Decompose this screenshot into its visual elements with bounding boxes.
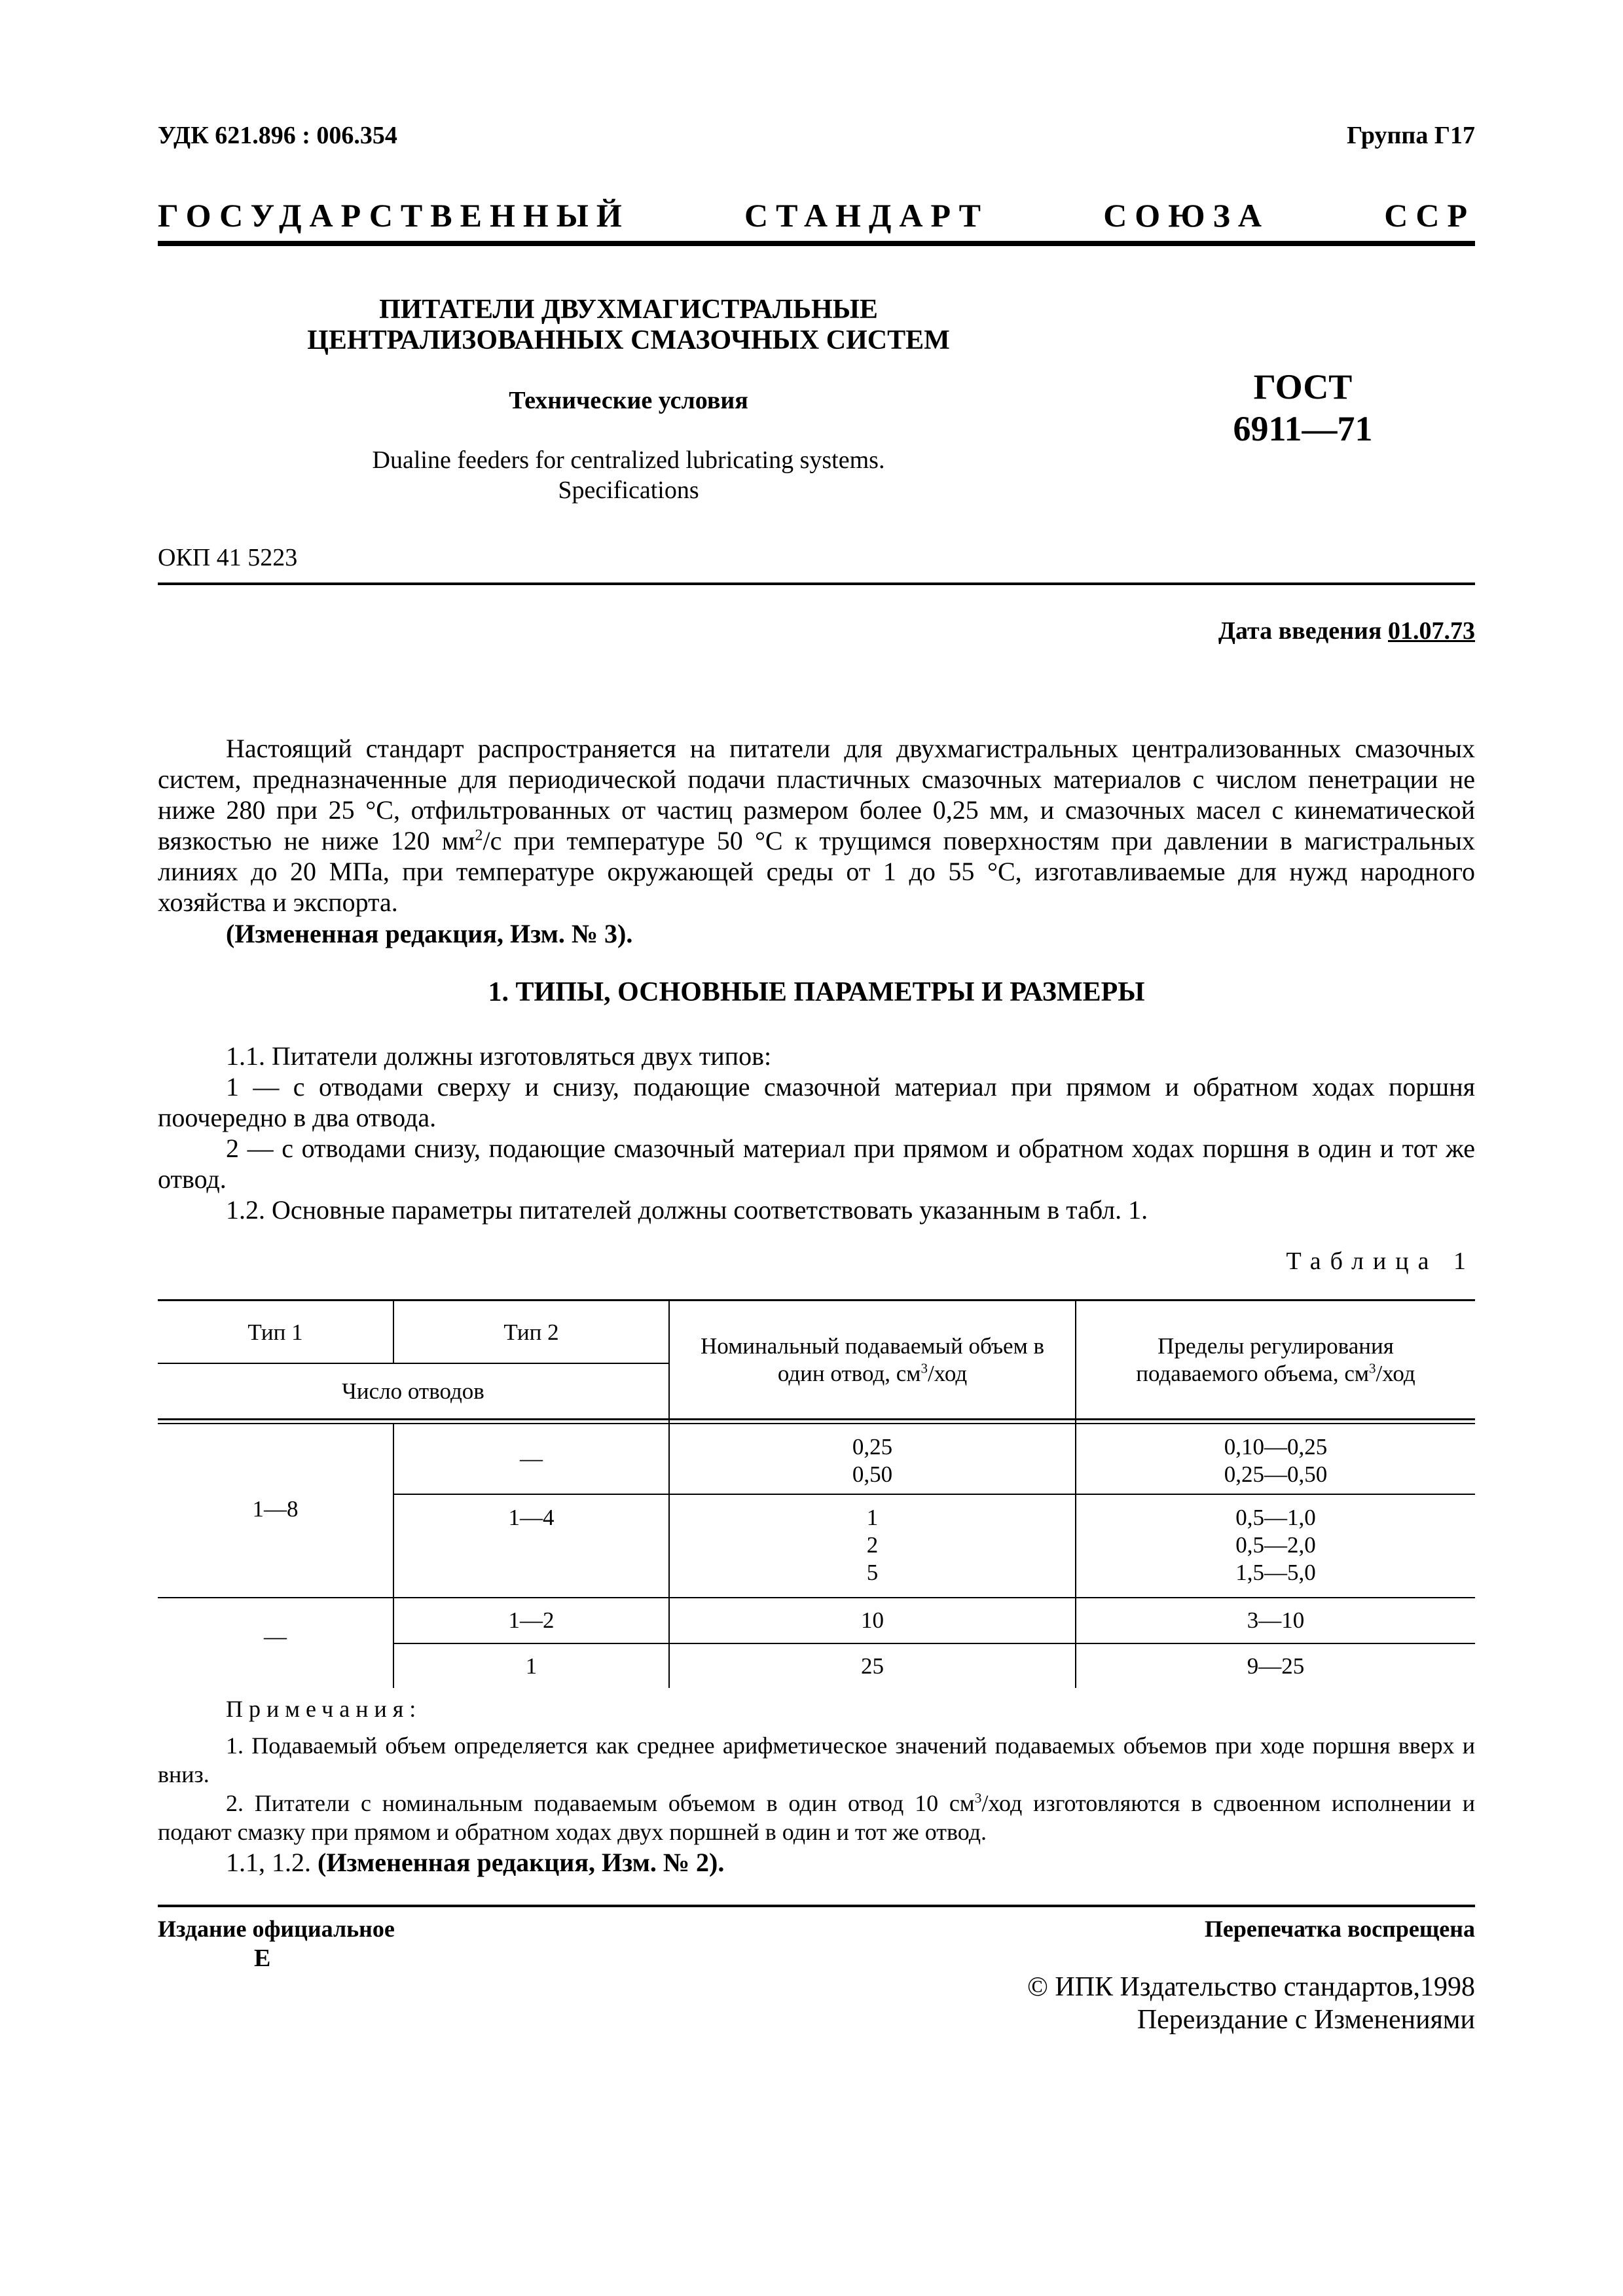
note-1 (158, 1731, 1475, 1789)
row3-limits: 3—10 (1247, 1607, 1305, 1633)
row3-type2: 1—2 (508, 1607, 555, 1633)
section-p4 (158, 1194, 1475, 1225)
table-head-rule-2 (158, 1423, 1475, 1424)
doc-subtitle: Технические условия (509, 387, 748, 414)
section-p2-text: 1 — с отводами сверху и снизу, подающие смазочной материал при прямом и обратном ходах поршня поочередно в два отвода. (158, 1072, 1475, 1132)
section-p3 (158, 1133, 1475, 1194)
amendment-2-text: (Измененная редакция, Изм. № 2). (318, 1848, 725, 1877)
english-title-1: Dualine feeders for centralized lubricating systems. (372, 446, 885, 474)
no-reprint: Перепечатка воспрещена (1204, 1916, 1475, 1942)
table-top-rule (158, 1299, 1475, 1301)
intro-text-b: /с при температуре 50 °С к трущимся поверхностям при давлении в магистральных линиях до 20 МПа, при температуре окружающей среды от 1 до 55 °С, изготавливаемые для нужд народного хозяйства и экспорта. (158, 826, 1475, 917)
header-limits-line2: подаваемого объема, $см^3$/ход (1136, 1360, 1415, 1386)
official-edition: Издание официальное (158, 1916, 395, 1942)
row1-type2: — (520, 1446, 543, 1471)
type1-none: — (264, 1624, 287, 1649)
edition-letter: Е (254, 1945, 271, 1972)
section-p3-text: 2 — с отводами снизу, подающие смазочный материал при прямом и обратном ходах поршня в один и тот же отвод. (158, 1134, 1475, 1194)
header-volume-line1: Номинальный подаваемый объем в (700, 1333, 1045, 1359)
amendment-2-ref: 1.1, 1.2. (226, 1848, 311, 1877)
notes-title: Примечания: (226, 1696, 422, 1722)
footer-rule (158, 1905, 1475, 1907)
row2-volume-3: 5 (866, 1560, 879, 1585)
row1-limits (1076, 1433, 1475, 1488)
table-caption: Таблица 1 (1286, 1247, 1475, 1275)
section-p1-text: 1.1. Питатели должны изготовляться двух типов: (226, 1041, 772, 1071)
row2-limits-1: 0,5—1,0 (1235, 1505, 1316, 1530)
row2-limits-3: 1,5—5,0 (1235, 1560, 1316, 1585)
row1-volume (670, 1433, 1075, 1488)
table-group-rule (158, 1597, 1475, 1598)
note-2-text-a: 2. Питатели с номинальным подаваемым объемом в один отвод 10 см (226, 1790, 975, 1816)
title-rule (158, 583, 1475, 585)
header-volume-line2: один отвод, $см^3$/ход (777, 1360, 968, 1386)
row1-limits-2: 0,25—0,50 (1224, 1462, 1328, 1487)
row1-volume-1: 0,25 (852, 1434, 893, 1460)
gost-number: 6911—71 (1233, 409, 1373, 448)
table-type-rule (158, 1363, 668, 1364)
copyright: © ИПК Издательство стандартов,1998 (1027, 1972, 1475, 2002)
standard-banner: ГОСУДАРСТВЕННЫЙ СТАНДАРТ СОЮЗА ССР (158, 197, 1475, 234)
table-head-rule (158, 1418, 1475, 1420)
intro-text-a: Настоящий стандарт распространяется на питатели для двухмагистральных централизованных смазочных систем, предназначенные для периодической подачи пластичных смазочных материалов с числом пенетрации не ниже 280 при 25 °С, отфильтрованных от частиц размером более 0,25 мм, и смазочных масел с кинематической вязкостью не ниже 120 мм (158, 734, 1475, 855)
note-1-text: 1. Подаваемый объем определяется как среднее арифметическое значений подаваемых объемов при ходе поршня вверх и вниз. (158, 1732, 1475, 1787)
doc-title-line2: ЦЕНТРАЛИЗОВАННЫХ СМАЗОЧНЫХ СИСТЕМ (307, 325, 950, 355)
row4-volume: 25 (861, 1653, 884, 1679)
english-title-2: Specifications (558, 476, 699, 504)
header-type1: Тип 1 (247, 1319, 303, 1345)
note-2-text-b: /ход изготовляются в сдвоенном исполнении и подают смазку при прямом и обратном ходах двух поршней в один и тот же отвод. (158, 1790, 1475, 1845)
intro-date-value: 01.07.73 (1388, 617, 1475, 645)
row2-limits (1076, 1504, 1475, 1587)
row4-type2: 1 (525, 1653, 538, 1679)
row1-limits-1: 0,10—0,25 (1224, 1434, 1328, 1460)
type1-range: 1—8 (252, 1496, 299, 1522)
gost-label: ГОСТ (1253, 367, 1353, 406)
header-type2: Тип 2 (503, 1319, 559, 1345)
doc-title-line1: ПИТАТЕЛИ ДВУХМАГИСТРАЛЬНЫЕ (379, 295, 878, 325)
table-row3-rule (393, 1643, 1475, 1644)
intro-amendment: (Измененная редакция, Изм. № 3). (226, 919, 633, 948)
group-code: Группа Г17 (1347, 122, 1475, 149)
table-row1-rule (393, 1494, 1475, 1495)
introduction-date (982, 617, 1475, 645)
row2-volume (670, 1504, 1075, 1587)
row3-volume: 10 (861, 1607, 884, 1633)
udk-code: УДК 621.896 : 006.354 (158, 122, 397, 149)
note-2 (158, 1789, 1475, 1846)
intro-sup: 2 (475, 827, 483, 844)
banner-rule (158, 241, 1475, 246)
intro-paragraph (158, 733, 1475, 918)
note-2-sup: 3 (974, 1790, 982, 1806)
row2-volume-1: 1 (866, 1505, 879, 1530)
header-outlets: Число отводов (342, 1378, 484, 1404)
amendment-2 (226, 1847, 724, 1878)
okp-code: ОКП 41 5223 (158, 544, 298, 571)
row2-volume-2: 2 (866, 1532, 879, 1558)
row1-volume-2: 0,50 (852, 1462, 893, 1487)
section-p4-text: 1.2. Основные параметры питателей должны соответствовать указанным в табл. 1. (226, 1195, 1148, 1225)
row4-limits: 9—25 (1247, 1653, 1305, 1679)
intro-date-label: Дата введения (1218, 617, 1382, 645)
section-p1 (158, 1041, 1475, 1071)
section-p2 (158, 1071, 1475, 1133)
header-volume (670, 1333, 1075, 1388)
row2-type2: 1—4 (508, 1505, 555, 1530)
header-limits (1076, 1333, 1475, 1388)
row2-limits-2: 0,5—2,0 (1235, 1532, 1316, 1558)
reissue-note: Переиздание с Изменениями (1137, 2005, 1475, 2035)
section-heading: 1. ТИПЫ, ОСНОВНЫЕ ПАРАМЕТРЫ И РАЗМЕРЫ (488, 977, 1145, 1007)
header-limits-line1: Пределы регулирования (1158, 1333, 1394, 1359)
